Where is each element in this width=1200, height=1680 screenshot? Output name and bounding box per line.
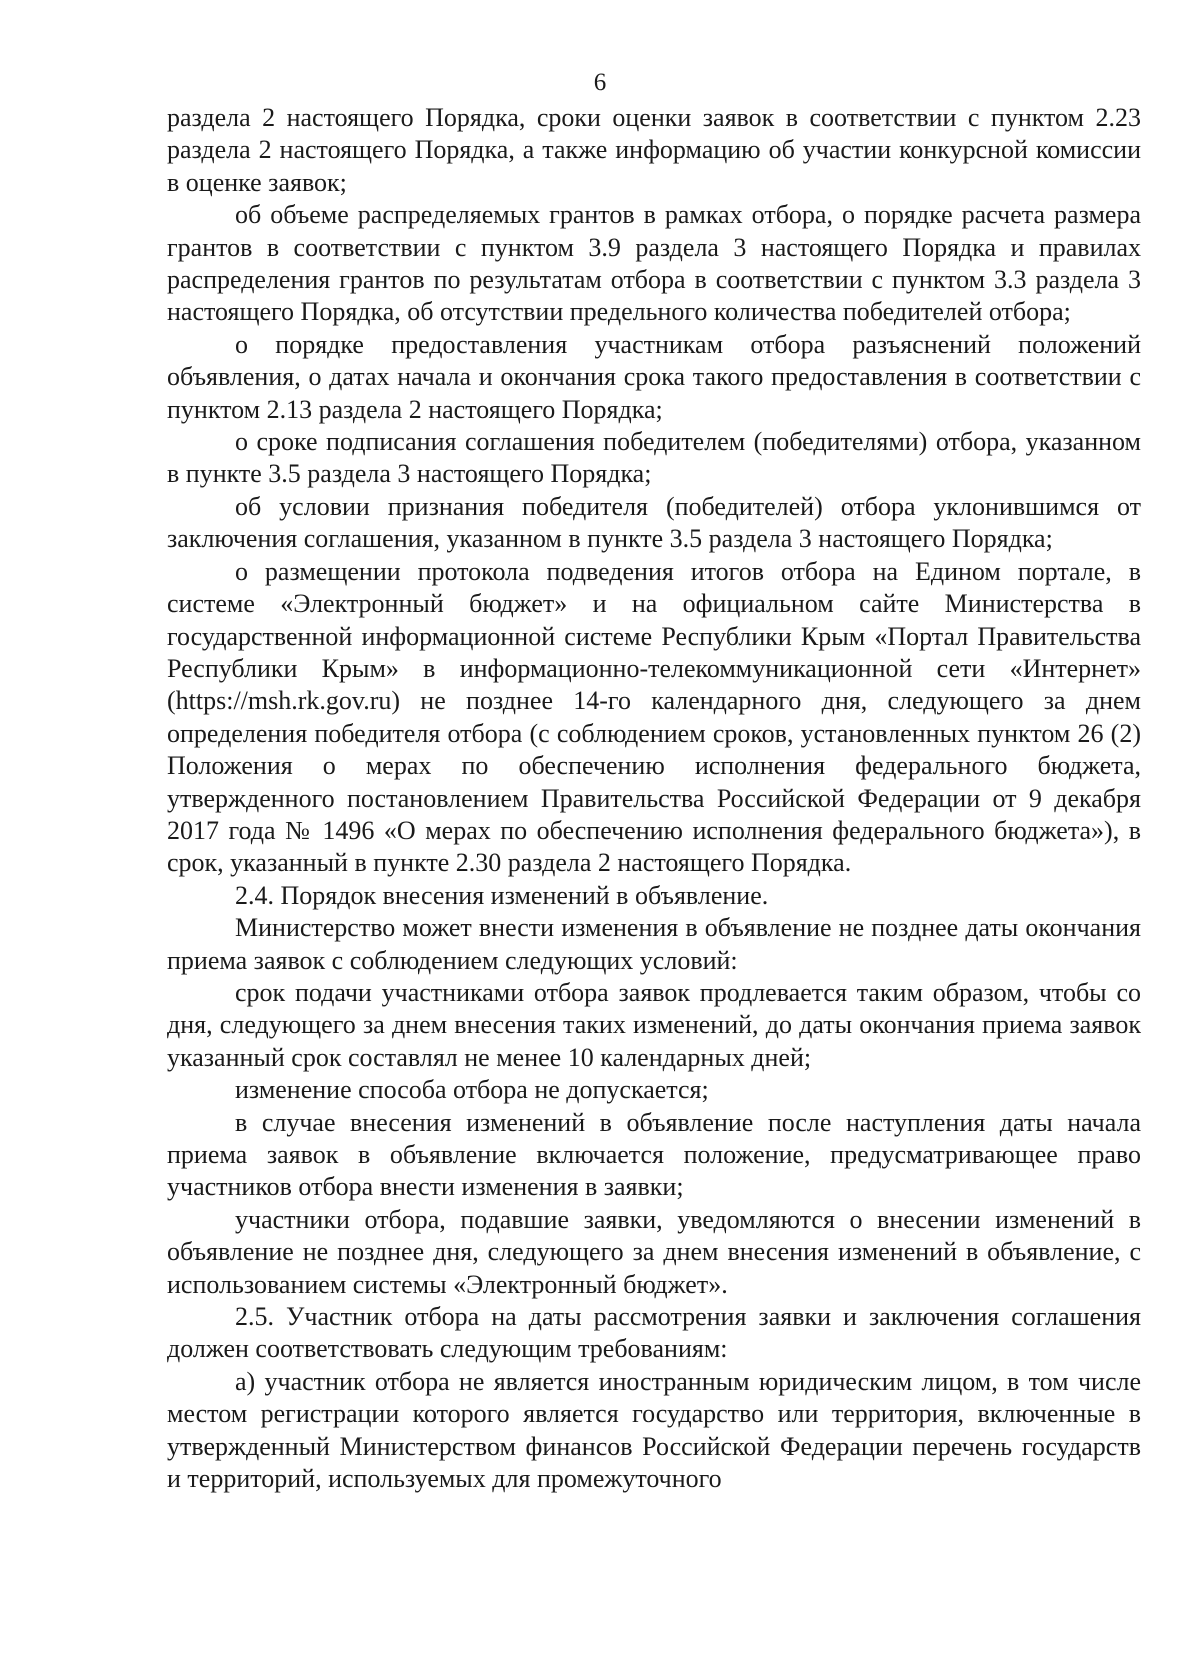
paragraph: о размещении протокола подведения итогов отбора на Едином портале, в системе «Электронный бюджет» и на официальном сайте Министерства в государственной информационной системе Республики Крым «Портал Правительства Республики Крым» в информационно-телекоммуникационной сети «Интернет» (https://msh.rk.gov.ru) не позднее 14-го календарного дня, следующего за днем определения победителя отбора (с соблюдением сроков, установленных пунктом 26 (2) Положения о мерах по обеспечению исполнения федерального бюджета, утвержденного постановлением Правительства Российской Федерации от 9 декабря 2017 года № 1496 «О мерах по обеспечению исполнения федерального бюджета»), в срок, указанный в пункте 2.30 раздела 2 настоящего Порядка. [167, 556, 1141, 878]
paragraph: участники отбора, подавшие заявки, уведомляются о внесении изменений в объявление не позднее дня, следующего за днем внесения изменений в объявление, с использованием системы «Электронный бюджет». [167, 1204, 1141, 1299]
paragraph: Министерство может внести изменения в объявление не позднее даты окончания приема заявок с соблюдением следующих условий: [167, 913, 1141, 975]
paragraph: в случае внесения изменений в объявление после наступления даты начала приема заявок в объявление включается положение, предусматривающее право участников отбора внести изменения в заявки; [167, 1107, 1141, 1202]
paragraph: об объеме распределяемых грантов в рамках отбора, о порядке расчета размера грантов в соответствии с пунктом 3.9 раздела 3 настоящего Порядка и правилах распределения грантов по результатам отбора в соответствии с пунктом 3.3 раздела 3 настоящего Порядка, об отсутствии предельного количества победителей отбора; [167, 200, 1141, 327]
paragraph: срок подачи участниками отбора заявок продлевается таким образом, чтобы со дня, следующего за днем внесения таких изменений, до даты окончания приема заявок указанный срок составлял не менее 10 календарных дней; [167, 977, 1141, 1072]
paragraph: о сроке подписания соглашения победителем (победителями) отбора, указанном в пункте 3.5 раздела 3 настоящего Порядка; [167, 427, 1141, 489]
document-body [167, 102, 1141, 1495]
paragraph: об условии признания победителя (победителей) отбора уклонившимся от заключения соглашения, указанном в пункте 3.5 раздела 3 настоящего Порядка; [167, 491, 1141, 554]
paragraph: изменение способа отбора не допускается; [235, 1075, 709, 1105]
paragraph: раздела 2 настоящего Порядка, сроки оценки заявок в соответствии с пунктом 2.23 раздела 2 настоящего Порядка, а также информацию об участии конкурсной комиссии в оценке заявок; [167, 103, 1141, 197]
paragraph: а) участник отбора не является иностранным юридическим лицом, в том числе местом регистрации которого является государство или территория, включенные в утвержденный Министерством финансов Российской Федерации перечень государств и территорий, используемых для промежуточного [167, 1366, 1141, 1494]
page-number: 6 [593, 69, 607, 96]
paragraph: 2.5. Участник отбора на даты рассмотрения заявки и заключения соглашения должен соответствовать следующим требованиям: [167, 1302, 1141, 1364]
paragraph: 2.4. Порядок внесения изменений в объявление. [235, 880, 769, 910]
paragraph: о порядке предоставления участникам отбора разъяснений положений объявления, о датах начала и окончания срока такого предоставления в соответствии с пунктом 2.13 раздела 2 настоящего Порядка; [167, 329, 1141, 424]
